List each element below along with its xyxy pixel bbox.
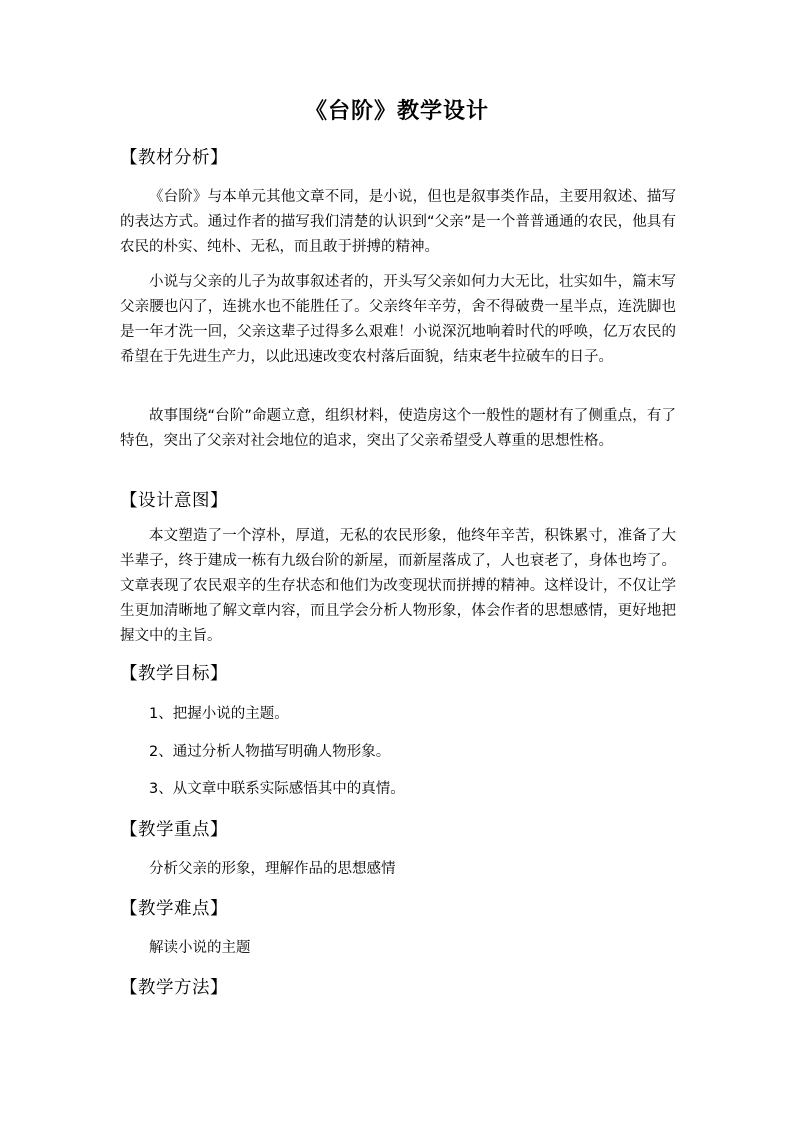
section-heading-difficulties: 【教学难点】 xyxy=(120,899,228,919)
key-point-text: 分析父亲的形象，理解作品的思想感情 xyxy=(149,861,396,877)
section-heading-teaching-goals: 【教学目标】 xyxy=(120,664,228,684)
section-heading-textbook-analysis: 【教材分析】 xyxy=(120,148,228,168)
paragraph-textbook-analysis-1: 《台阶》与本单元其他文章不同，是小说，但也是叙事类作品，主要用叙述、描写的表达方式。通过作者的描写我们清楚的认识到“父亲”是一个普普通通的农民，他具有农民的朴实、纯朴、无私，而且敢于拼搏的精神。 xyxy=(120,189,676,255)
difficulty-text: 解读小说的主题 xyxy=(149,940,251,956)
paragraph-design-intent: 本文塑造了一个淳朴，厚道，无私的农民形象，他终年辛苦，积铢累寸，准备了大半辈子，终于建成一栋有九级台阶的新屋，而新屋落成了，人也衰老了，身体也垮了。文章表现了农民艰辛的生存状态和他们为改变现状而拼搏的精神。这样设计，不仅让学生更加清晰地了解文章内容，而且学会分析人物形象，体会作者的思想感情，更好地把握文中的主旨。 xyxy=(120,528,676,644)
document-title: 《台阶》教学设计 xyxy=(304,99,489,124)
list-item-goal-1: 1、把握小说的主题。 xyxy=(149,706,289,722)
section-heading-key-points: 【教学重点】 xyxy=(120,820,228,840)
section-heading-design-intent: 【设计意图】 xyxy=(120,491,228,511)
paragraph-textbook-analysis-2: 小说与父亲的儿子为故事叙述者的，开头写父亲如何力大无比，壮实如牛，篇末写父亲腰也闪了，连挑水也不能胜任了。父亲终年辛劳，舍不得破费一星半点，连洗脚也是一年才洗一回，父亲这辈子过得多么艰难！小说深沉地响着时代的呼唤，亿万农民的希望在于先进生产力，以此迅速改变农村落后面貌，结束老牛拉破车的日子。 xyxy=(120,274,676,365)
list-item-goal-3: 3、从文章中联系实际感悟其中的真情。 xyxy=(149,781,405,797)
section-heading-teaching-methods: 【教学方法】 xyxy=(120,978,228,998)
list-item-goal-2: 2、通过分析人物描写明确人物形象。 xyxy=(149,744,391,760)
paragraph-textbook-analysis-3: 故事围绕“台阶”命题立意，组织材料，使造房这个一般性的题材有了侧重点，有了特色，突出了父亲对社会地位的追求，突出了父亲希望受人尊重的思想性格。 xyxy=(120,408,676,449)
